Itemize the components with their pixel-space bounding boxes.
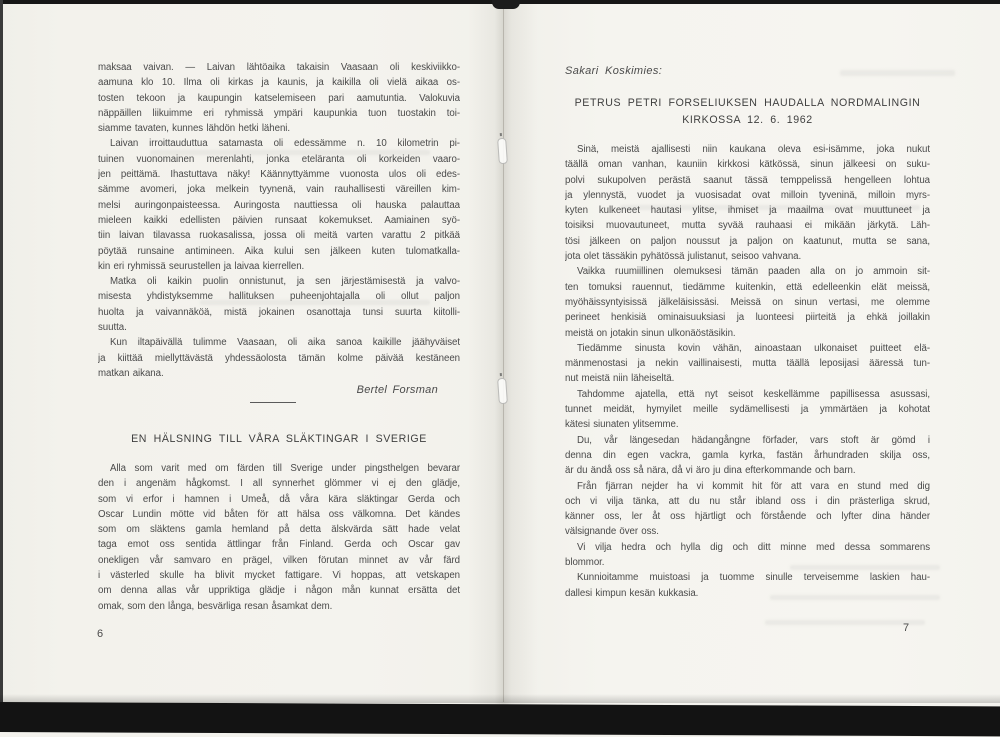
text-line: aamuna klo 10. Ilma oli kirkas ja kaunis, ja kaikilla oli vielä aikaa os- xyxy=(98,77,460,89)
text-line: blommor. xyxy=(565,557,605,569)
text-line: Alla som varit med om färden till Sverige under pingsthelgen bevarar xyxy=(110,463,460,474)
memorial-speech-heading-line1: PETRUS PETRI FORSELIUKSEN HAUDALLA NORDMALINGIN xyxy=(574,97,921,109)
text-line: Oscar Lundin mötte vid båten för att hälsa oss välkomna. Det kändes xyxy=(98,508,460,520)
text-line: Kun iltapäivällä tulimme Vaasaan, oli aika sanoa kaikille jäähyväiset xyxy=(110,337,460,349)
text-line: suutta. xyxy=(98,322,127,334)
text-line: Matka oli kaikin puolin onnistunut, ja sen järjestämisestä ja valvo- xyxy=(110,276,460,288)
text-line: kin eri ryhmissä seurustellen ja laivaa kierrellen. xyxy=(98,260,305,272)
text-line: huolta ja vaivannäköä, mistä jokainen osanottaja tunsi suurta kiitolli- xyxy=(98,306,460,318)
text-line: melsi auringonpaisteessa. Auringosta nauttiessa oli hauska palauttaa xyxy=(98,199,460,211)
text-line: misesta yhdistyksemme hallituksen puheenjohtajalla oli ollut paljon xyxy=(98,291,460,303)
paragraph xyxy=(98,335,460,381)
paragraph xyxy=(565,341,930,387)
text-line: känner oss, ler åt oss hjärtligt och förstående och lyfter dina händer xyxy=(565,511,930,523)
text-line: tuinen vuonomainen merenlahti, jonka eteläranta oli korkeiden vaaro- xyxy=(98,153,460,165)
finnish-trip-report-text xyxy=(98,60,460,381)
text-line: Tiedämme sinusta kovin vähän, ainoastaan ulkonaiset puitteet elä- xyxy=(577,342,930,354)
text-line: den i angenäm hågkomst. I all synnerhet glömmer vi ej den glädje, xyxy=(98,478,460,490)
text-line: Kunnioitamme muistoasi ja tuomme sinulle terveisemme laskien hau- xyxy=(577,572,930,584)
text-line: Vaikka ruumiillinen olemuksesi tämän paaden alla on jo ammoin sit- xyxy=(577,266,930,278)
text-line: omak, som den långa, besvärliga resan åsamkat dem. xyxy=(98,600,333,612)
text-line: polvi sukupolven perästä saanut tässä temppelissä hengelleen lohtua xyxy=(565,174,930,186)
text-line: toisiksi muovautuneet, mutta syvää rauhaasi ei mikään järkytä. Läh- xyxy=(565,220,930,232)
swedish-section-heading: EN HÄLSNING TILL VÅRA SLÄKTINGAR I SVERIGE xyxy=(131,433,427,445)
text-line: meistä on jotakin sinun ulkonäöstäsikin. xyxy=(565,327,736,339)
text-line: Vi vilja hedra och hylla dig och ditt minne med dessa sommarens xyxy=(577,541,930,553)
text-line: pöytää runsaine antimineen. Aika kului sen jälkeen kuten tulomatkalla- xyxy=(98,245,460,257)
text-line: Tahdomme ajatella, että nyt seisot keskellämme papillisessa asussasi, xyxy=(577,388,930,400)
section-divider-rule xyxy=(250,402,296,403)
text-line: tösi jälkeen on paljon noussut ja paljon on kaatunut, mutta se sana, xyxy=(565,235,930,247)
staple-mark xyxy=(497,378,508,405)
text-line: jen peittämä. Ihastuttava näky! Käännyttyämme vuonosta ulos oli edes- xyxy=(98,169,460,181)
text-line: tunnet meidät, hymyilet meille sydämellisesti ja ymmärtäen ja kohotat xyxy=(565,404,930,416)
paragraph xyxy=(565,540,930,571)
text-line: denna din egen vackra, gamla kyrka, fastän århundraden skilja oss, xyxy=(565,449,930,461)
scan-edge-bottom xyxy=(0,702,1000,736)
text-line: tiin laivan tilavassa ruokasalissa, jossa oli meitä varten varattu 2 pitkää xyxy=(98,230,460,242)
paragraph xyxy=(98,461,460,614)
text-line: mänmenostasi ja nekin vaillinaisesti, mutta täällä leposijasi ääressä tun- xyxy=(565,358,930,370)
paragraph xyxy=(98,60,460,136)
text-line: och vi vilja tänka, att du nu står ibland oss i din prästerliga skrud, xyxy=(565,495,930,507)
text-line: som om släktens gamla hemland på detta älskvärda sätt hade velat xyxy=(98,524,460,536)
text-line: kätesi siunaten ylitsemme. xyxy=(565,419,679,431)
text-line: i västerled skulle ha blivit mycket fattigare. Vi hoppas, att vetskapen xyxy=(98,570,460,582)
paragraph xyxy=(565,142,930,264)
text-line: ja kiittää miellyttävästä yhdessäolosta tämän kolme päivää kestäneen xyxy=(98,352,460,364)
author-byline: Sakari Koskimies: xyxy=(565,65,663,77)
text-line: täällä oman vanhan, kauniin kirkkosi kätkössä, sinun jälkeesi on suku- xyxy=(565,159,930,171)
text-line: är du ändå oss så nära, då vi äro ju dina efterkommande och barn. xyxy=(565,465,856,477)
memorial-speech-text xyxy=(565,142,930,601)
showthrough-smudge xyxy=(840,70,955,76)
paragraph xyxy=(565,387,930,433)
gutter-fold-line xyxy=(503,4,504,702)
text-line: ten tomuksi rauennut, tiedämme kuitenkin, että edelleenkin elät meissä, xyxy=(565,281,930,293)
scan-edge-top-notch xyxy=(492,0,520,9)
text-line: maksaa vaivan. — Laivan lähtöaika takaisin Vaasaan oli keskiviikko- xyxy=(98,62,460,73)
text-line: tosten tekoon ja kaupungin katselemiseen pari aamutuntia. Valokuvia xyxy=(98,92,460,104)
text-line: nut meistä niin läheiseltä. xyxy=(565,373,675,385)
text-line: dallesi kimpun kesän kukkasia. xyxy=(565,587,699,599)
text-line: siamme tavaten, kunnes lähdön hetki läheni. xyxy=(98,123,291,135)
text-line: myöhäissyntyisissä jälkeläisissäsi. Meissä on sinun vertasi, me olemme xyxy=(565,296,930,308)
staple-mark xyxy=(497,138,508,165)
page-number-7: 7 xyxy=(903,622,910,634)
paragraph xyxy=(98,274,460,335)
text-line: sämme avomeri, joka melkein tyynenä, vain rauhallisesti väreillen kim- xyxy=(98,184,460,196)
paragraph xyxy=(565,479,930,540)
showthrough-smudge xyxy=(765,620,925,625)
text-line: Sinä, meistä ajallisesti niin kaukana oleva esi-isämme, joka nukut xyxy=(577,144,930,155)
scan-edge-bottom-fade xyxy=(0,694,1000,703)
text-line: kyten kulkeneet hautasi ylitse, ihmiset ja maailma ovat muuttuneet ja xyxy=(565,205,930,217)
text-line: ja ylennystä, vuodet ja vuosisadat ovat milloin tyveninä, milloin myrs- xyxy=(565,189,930,201)
text-line: taga emot oss sentida ättlingar från Finland. Gerda och Oscar gav xyxy=(98,539,460,551)
memorial-speech-heading xyxy=(555,95,940,128)
text-line: mieleen kaikki edellisten päivien runsaat kokemukset. Aamiainen syö- xyxy=(98,214,460,226)
page-number-6: 6 xyxy=(97,628,104,640)
text-line: onekligen vår samvaro en prägel, vilken förutan minnet av vår färd xyxy=(98,554,460,566)
scan-edge-left xyxy=(0,0,3,726)
memorial-speech-heading-line2: KIRKOSSA 12. 6. 1962 xyxy=(682,113,813,126)
signature-bertel-forsman: Bertel Forsman xyxy=(356,384,438,396)
text-line: om denna allas vår uppriktiga glädje i någon mån kunnat ersätta det xyxy=(98,585,460,597)
swedish-greeting-text xyxy=(98,461,460,614)
paragraph xyxy=(565,570,930,601)
text-line: perineet henkisiä ominaisuuksiasi ja luonteesi piirteitä ja ehkä joillakin xyxy=(565,312,930,324)
text-line: Från fjärran nejder ha vi kommit hit för att vara en stund med dig xyxy=(577,480,930,492)
text-line: välsignande över oss. xyxy=(565,526,659,538)
paragraph xyxy=(565,433,930,479)
text-line: Du, vår längesedan hädangångne förfader, vars stoft är gömd i xyxy=(577,434,930,446)
paragraph xyxy=(565,264,930,340)
text-line: matkan aikana. xyxy=(98,367,164,379)
paragraph xyxy=(98,136,460,274)
text-line: Laivan irroittauduttua satamasta oli edessämme n. 10 kilometrin pi- xyxy=(110,138,460,150)
text-line: jota olet tässäkin pyhätössä julistanut, seisoo vahvana. xyxy=(565,251,802,263)
text-line: näppäillen liikuimme eri ryhmissä ympäri kaupunkia tuon tuostakin toi- xyxy=(98,107,460,119)
text-line: som vi erfor i hamnen i Umeå, då våra kära släktingar Gerda och xyxy=(98,493,460,505)
